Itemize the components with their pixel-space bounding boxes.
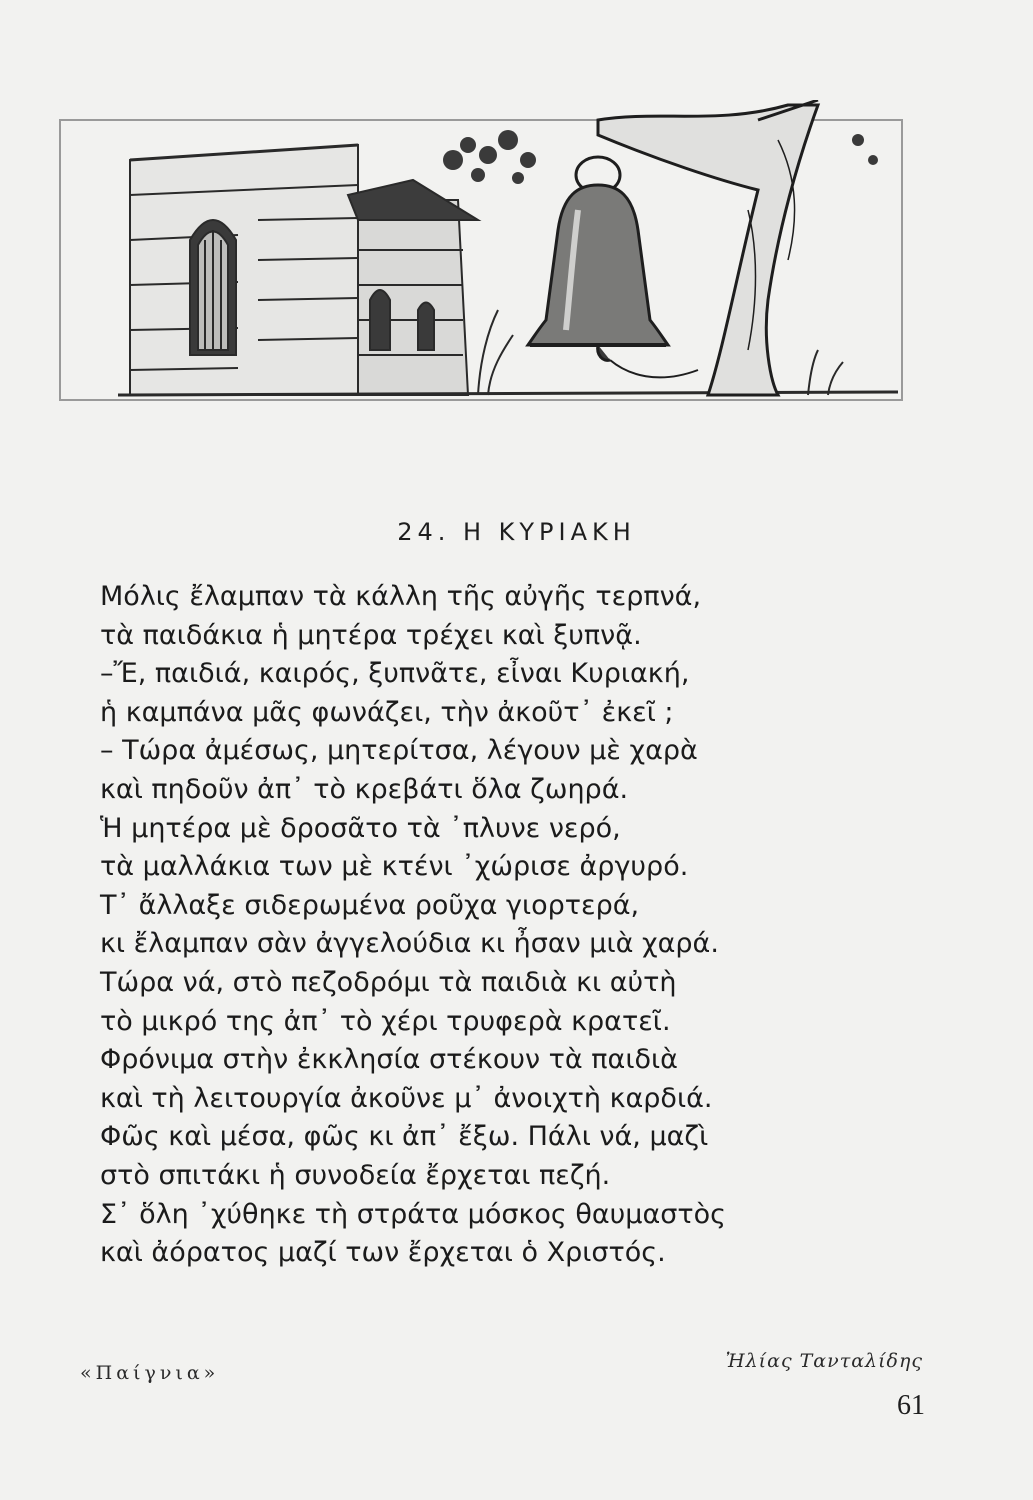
poem-line: καὶ ἀόρατος μαζί των ἔρχεται ὁ Χριστός. bbox=[100, 1237, 666, 1269]
poem-line: Ἡ μητέρα μὲ δροσᾶτο τὰ ᾽πλυνε νερό, bbox=[100, 812, 621, 844]
poem-line: Φῶς καὶ μέσα, φῶς κι ἀπ᾽ ἔξω. Πάλι νά, μαζὶ bbox=[100, 1121, 709, 1153]
poem-line: – Τώρα ἀμέσως, μητερίτσα, λέγουν μὲ χαρὰ bbox=[100, 735, 698, 767]
poem-line: –Ἔ, παιδιά, καιρός, ξυπνᾶτε, εἶναι Κυριακή, bbox=[100, 658, 690, 690]
poem-line: τὸ μικρό της ἀπ᾽ τὸ χέρι τρυφερὰ κρατεῖ. bbox=[100, 1005, 671, 1037]
church-bell-illustration bbox=[58, 100, 908, 420]
church-bell-icon bbox=[58, 100, 908, 420]
poem-line: Τώρα νά, στὸ πεζοδρόμι τὰ παιδιὰ κι αὐτὴ bbox=[100, 966, 677, 998]
poem-title: 24. Η ΚΥΡΙΑΚΗ bbox=[397, 518, 636, 546]
poem-line: Μόλις ἔλαμπαν τὰ κάλλη τῆς αὐγῆς τερπνά, bbox=[100, 581, 702, 612]
poem-line: στὸ σπιτάκι ἡ συνοδεία ἔρχεται πεζή. bbox=[100, 1159, 611, 1191]
poem-line: Τ᾽ ἄλλαξε σιδερωμένα ροῦχα γιορτερά, bbox=[100, 889, 640, 921]
poem-line: ἡ καμπάνα μᾶς φωνάζει, τὴν ἀκοῦτ᾽ ἐκεῖ ; bbox=[100, 696, 674, 728]
poem-body bbox=[100, 578, 900, 1273]
poem-source: «Παίγνια» bbox=[80, 1362, 220, 1384]
poem-line: τὰ παιδάκια ἡ μητέρα τρέχει καὶ ξυπνᾷ. bbox=[100, 619, 642, 651]
page-number: 61 bbox=[897, 1390, 925, 1421]
poem-line: τὰ μαλλάκια των μὲ κτένι ᾽χώρισε ἀργυρό. bbox=[100, 851, 689, 883]
poem-line: κι ἔλαμπαν σὰν ἀγγελούδια κι ἦσαν μιὰ χαρά. bbox=[100, 928, 719, 960]
poem-line: Φρόνιμα στὴν ἐκκλησία στέκουν τὰ παιδιὰ bbox=[100, 1044, 678, 1076]
poem-line: Σ᾽ ὅλη ᾽χύθηκε τὴ στράτα μόσκος θαυμαστὸς bbox=[100, 1198, 726, 1230]
poem-author: Ἠλίας Τανταλίδης bbox=[725, 1350, 923, 1372]
poem-line: καὶ πηδοῦν ἀπ᾽ τὸ κρεβάτι ὅλα ζωηρά. bbox=[100, 773, 629, 805]
poem-line: καὶ τὴ λειτουργία ἀκοῦνε μ᾽ ἀνοιχτὴ καρδιά. bbox=[100, 1082, 713, 1114]
